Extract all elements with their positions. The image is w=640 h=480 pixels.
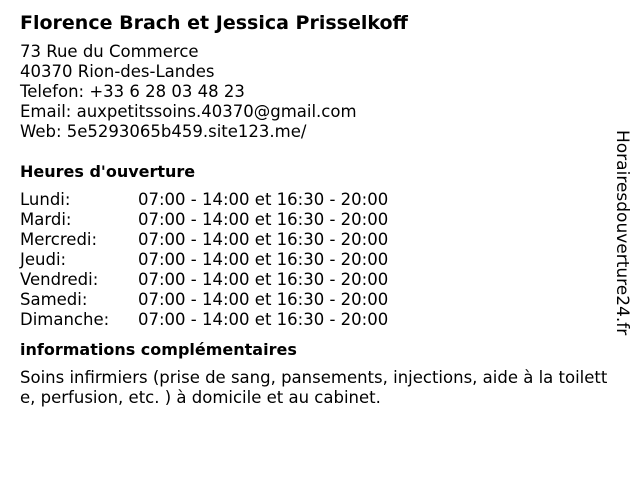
website: Web: 5e5293065b459.site123.me/ — [20, 122, 307, 141]
day-label: Mardi: — [20, 210, 72, 229]
day-label: Mercredi: — [20, 230, 98, 249]
hours-row-saturday — [20, 290, 388, 310]
day-label: Samedi: — [20, 290, 88, 309]
day-label: Dimanche: — [20, 310, 110, 329]
hours-row-thursday — [20, 250, 388, 270]
business-name: Florence Brach et Jessica Prisselkoff — [20, 12, 408, 34]
additional-info-heading: informations complémentaires — [20, 340, 297, 359]
opening-hours-heading: Heures d'ouverture — [20, 162, 196, 181]
email-address: Email: auxpetitssoins.40370@gmail.com — [20, 102, 357, 121]
phone-number: Telefon: +33 6 28 03 48 23 — [20, 82, 245, 101]
day-hours: 07:00 - 14:00 et 16:30 - 20:00 — [138, 290, 389, 309]
hours-row-friday — [20, 270, 388, 290]
day-label: Lundi: — [20, 190, 71, 209]
day-label: Vendredi: — [20, 270, 99, 289]
watermark: Horairesdouverture24.fr — [612, 130, 632, 336]
hours-row-monday — [20, 190, 388, 210]
day-hours: 07:00 - 14:00 et 16:30 - 20:00 — [138, 230, 389, 249]
day-hours: 07:00 - 14:00 et 16:30 - 20:00 — [138, 270, 389, 289]
opening-hours-table — [20, 190, 388, 330]
day-hours: 07:00 - 14:00 et 16:30 - 20:00 — [138, 310, 389, 329]
city-postcode: 40370 Rion-des-Landes — [20, 62, 215, 81]
business-card — [20, 10, 620, 408]
day-label: Jeudi: — [20, 250, 67, 269]
additional-info-text: Soins infirmiers (prise de sang, pansements, injections, aide à la toilette, perfusion, etc. ) à domicile et au cabinet. — [20, 368, 608, 407]
hours-row-sunday — [20, 310, 388, 330]
day-hours: 07:00 - 14:00 et 16:30 - 20:00 — [138, 190, 389, 209]
hours-row-wednesday — [20, 230, 388, 250]
street-address: 73 Rue du Commerce — [20, 42, 199, 61]
day-hours: 07:00 - 14:00 et 16:30 - 20:00 — [138, 210, 389, 229]
day-hours: 07:00 - 14:00 et 16:30 - 20:00 — [138, 250, 389, 269]
hours-row-tuesday — [20, 210, 388, 230]
